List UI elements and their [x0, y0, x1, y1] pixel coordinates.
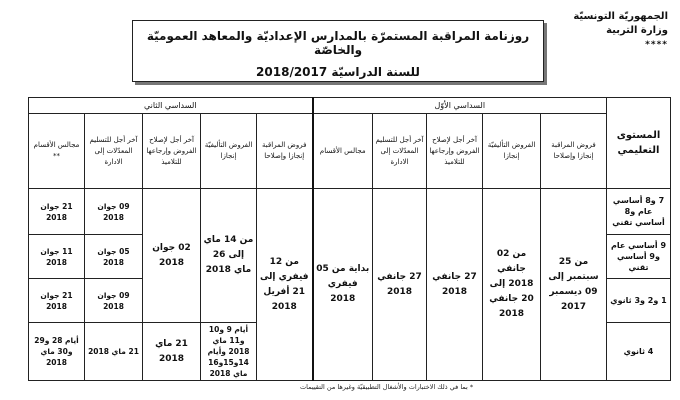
- s2-councils-cell: أيام 28 و29 و30 ماي 2018: [29, 323, 85, 381]
- level-cell: 1 و2 و3 ثانوي: [607, 279, 671, 323]
- s2-monitoring-header: فروض المراقبة إنجازا وإصلاحا: [257, 114, 313, 189]
- s2-synthesis-cell-b: أيام 9 و10 و11 ماي 2018 وأيام 14و15و16 ماي 2018: [201, 323, 257, 381]
- ministry-label: وزارة التربية: [606, 25, 668, 36]
- s2-grades-header: آخر أجل للتسليم المعدّلات إلى الادارة: [85, 114, 143, 189]
- s2-councils-cell: 21 جوان 2018: [29, 279, 85, 323]
- s2-grades-cell: 09 جوان 2018: [85, 279, 143, 323]
- title-box: [132, 20, 544, 82]
- level-header: المستوى التعليمي: [607, 98, 671, 189]
- s2-councils-cell: 11 جوان 2018: [29, 235, 85, 279]
- s1-correction-cell: 27 جانفي 2018: [427, 189, 483, 381]
- s1-grades-header: آخر أجل للتسليم المعدّلات إلى الادارة: [373, 114, 427, 189]
- page-title: روزنامة المراقبة المستمرّة بالمدارس الإعداديّة والمعاهد العموميّة والخاصّة: [146, 29, 530, 57]
- semester2-header: السداسي الثاني: [29, 98, 313, 114]
- s1-correction-header: آخر أجل لإصلاح الفروض وإرجاعها للتلاميذ: [427, 114, 483, 189]
- level-cell: 7 و8 أساسي عام و8 أساسي تقني: [607, 189, 671, 235]
- footnote: * بما في ذلك الاختبارات والأشغال التطبيقيّة وغيرها من التقييمات: [300, 383, 474, 391]
- s2-monitoring-cell: من 12 فيفري إلى 21 أفريل 2018: [257, 189, 313, 381]
- s2-synthesis-header: الفروض التأليفيّة إنجازا: [201, 114, 257, 189]
- s1-monitoring-cell: من 25 سبتمبر إلى 09 ديسمبر 2017: [541, 189, 607, 381]
- s1-councils-cell: بداية من 05 فيفري 2018: [313, 189, 373, 381]
- s1-grades-cell: 27 جانفي 2018: [373, 189, 427, 381]
- s2-grades-cell: 05 جوان 2018: [85, 235, 143, 279]
- s2-correction-cell-b: 21 ماي 2018: [143, 323, 201, 381]
- s2-grades-cell: 09 جوان 2018: [85, 189, 143, 235]
- table-row: [29, 189, 671, 235]
- school-year: للسنة الدراسيّة 2018/2017: [256, 65, 420, 79]
- level-cell: 4 ثانوي: [607, 323, 671, 381]
- calendar-table: [28, 97, 671, 381]
- s1-synthesis-cell: من 02 جانفي 2018 إلى 20 جانفي 2018: [483, 189, 541, 381]
- s2-councils-cell: 21 جوان 2018: [29, 189, 85, 235]
- s2-correction-header: آخر أجل لإصلاح الفروض وإرجاعها للتلاميذ: [143, 114, 201, 189]
- s2-synthesis-cell-a: من 14 ماي إلى 26 ماي 2018: [201, 189, 257, 323]
- level-cell: 9 أساسي عام و9 أساسي تقني: [607, 235, 671, 279]
- s2-correction-cell-a: 02 جوان 2018: [143, 189, 201, 323]
- s1-councils-header: مجالس الأقسام: [313, 114, 373, 189]
- s2-grades-cell: 21 ماي 2018: [85, 323, 143, 381]
- semester1-header: السداسي الأوّل: [313, 98, 607, 114]
- stars-decoration: ****: [645, 40, 668, 50]
- ministry-header: [573, 10, 668, 52]
- s1-monitoring-header: فروض المراقبة إنجازا وإصلاحا: [541, 114, 607, 189]
- s1-synthesis-header: الفروض التأليفيّة إنجازا: [483, 114, 541, 189]
- republic-label: الجمهوريّة التونسيّة: [573, 11, 668, 22]
- s2-councils-header: مجالس الأقسام **: [29, 114, 85, 189]
